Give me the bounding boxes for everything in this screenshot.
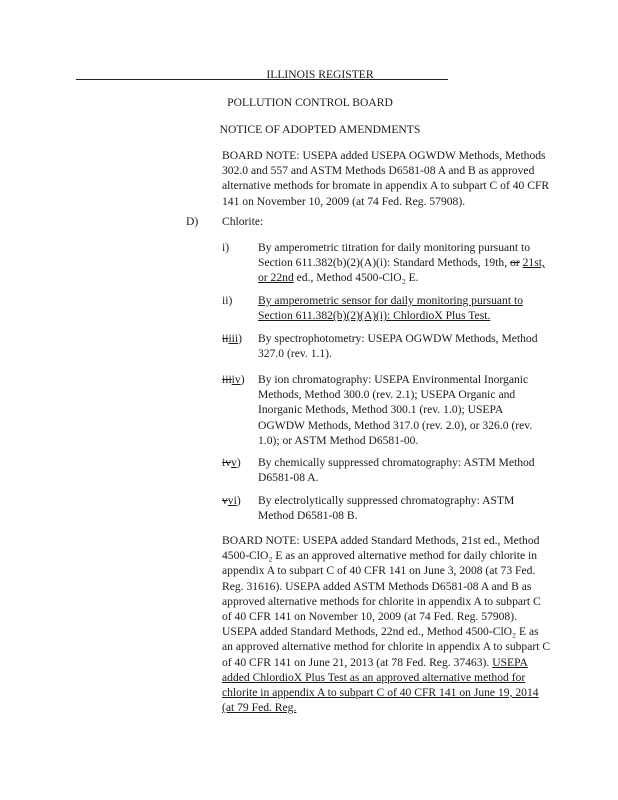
item-iii-text: By spectrophotometry: USEPA OGWDW Methods, Method 327.0 (rev. 1.1). [258, 332, 538, 361]
board-title: POLLUTION CONTROL BOARD [227, 96, 393, 109]
notice-title: NOTICE OF ADOPTED AMENDMENTS [219, 123, 421, 136]
section-d-title: Chlorite: [222, 215, 264, 228]
item-iii-number: iiiii) [222, 332, 242, 345]
register-title: ILLINOIS REGISTER [266, 68, 374, 81]
item-iv-text: By ion chromatography: USEPA Environmental Inorganic Methods, Method 300.0 (rev. 2.1); USEPA Organic and Inorganic Methods, Method 300.1 (rev. 1.0); USEPA OGWDW Methods, Method 317.0 (rev. 2.0), or 326.0 (rev. 1.0); or ASTM Method D6581-00. [258, 373, 533, 447]
item-ii-number: ii) [222, 294, 233, 307]
item-iv-number: iiiiv) [222, 373, 245, 386]
section-d-label: D) [186, 215, 199, 228]
item-v-text: By chemically suppressed chromatography: ASTM Method D6581-08 A. [258, 456, 535, 485]
item-i-number: i) [222, 241, 230, 254]
board-note-chlorite: BOARD NOTE: USEPA added Standard Methods, 21st ed., Method 4500-ClO₂ E as an approved alternative method for daily chlorite in appendix A to subpart C of 40 CFR 141 on June 3, 2008 (at 73 Fed. Reg. 31616). USEPA added ASTM Methods D6581-08 A and B as approved alternative methods for chlorite in appendix A to subpart C of 40 CFR 141 on November 10, 2009 (at 74 Fed. Reg. 57908). USEPA added Standard Methods, 22nd ed., Method 4500-ClO₂ E as an approved alternative method for chlorite in appendix A to subpart C of 40 CFR 141 on June 21, 2013 (at 78 Fed. Reg. 37463). USEPA added ChlordioX Plus Test as an approved alternative method for chlorite in appendix A to subpart C of 40 CFR 141 on June 19, 2014 (at 79 Fed. Reg. [222, 534, 551, 715]
item-i-text: By amperometric titration for daily monitoring pursuant to Section 611.382(b)(2)(A)(i): Standard Methods, 19th, or 21st, or 22nd ed., Method 4500-ClO₂ E. [258, 241, 545, 285]
item-vi-text: By electrolytically suppressed chromatography: ASTM Method D6581-08 B. [258, 494, 515, 523]
item-v-number: ivv) [222, 456, 241, 469]
item-ii-text: By amperometric sensor for daily monitoring pursuant to Section 611.382(b)(2)(A)(i): ChlordioX Plus Test. [258, 294, 523, 323]
board-note-bromate: BOARD NOTE: USEPA added USEPA OGWDW Methods, Methods 302.0 and 557 and ASTM Methods D6581-08 A and B as approved alternative methods for bromate in appendix A to subpart C of 40 CFR 141 on November 10, 2009 (at 74 Fed. Reg. 57908). [222, 149, 550, 208]
item-vi-number: vvi) [222, 494, 241, 507]
